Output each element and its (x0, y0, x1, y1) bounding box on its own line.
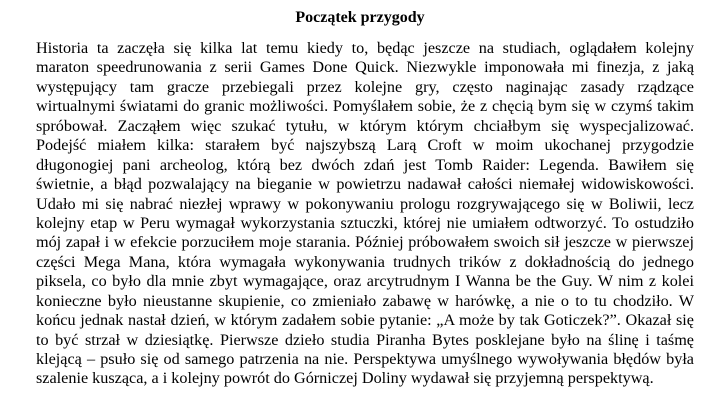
body-line: konieczne było nieustanne skupienie, co zmieniało zabawę w harówkę, a nie o to tu chodziło. W (36, 291, 694, 310)
document-body (36, 39, 694, 389)
body-line: Podejść miałem kilka: starałem być najszybszą Larą Croft w moim ukochanej przygodzie (36, 136, 694, 155)
body-line: Historia ta zaczęła się kilka lat temu kiedy to, będąc jeszcze na studiach, oglądałem kolejny (36, 39, 694, 57)
body-line: maraton speedrunowania z serii Games Done Quick. Niezwykle imponowała mi finezja, z jaką (36, 58, 694, 77)
body-line: części Mega Mana, która wymagała wykonywania trudnych trików z dokładnością do jednego (36, 252, 694, 271)
body-line: piksela, co było dla mnie zbyt wymagające, oraz arcytrudnym I Wanna be the Guy. W nim z kolei (36, 272, 694, 291)
body-line: klejącą – psuło się od samego patrzenia na nie. Perspektywa umyślnego wywoływania błędów była (36, 350, 694, 368)
body-line: to być strzał w dziesiątkę. Pierwsze dzieło studia Piranha Bytes posklejane było na ślinę i taśmę (36, 330, 694, 349)
body-line-last: szalenie kusząca, a i kolejny powrót do Górniczej Doliny wydawał się przyjemną perspektywą. (36, 369, 654, 388)
body-line: świetnie, a błąd pozwalający na bieganie w powietrzu nadawał całości niemałej widowiskowości. (36, 175, 694, 194)
body-line: końcu jednak nastał dzień, w którym zadałem sobie pytanie: „A może by tak Goticzek?”. Okazał się (36, 311, 694, 330)
body-line: Udało mi się nabrać niezłej wprawy w pokonywaniu prologu rozgrywającego się w Boliwii, lecz (36, 194, 694, 213)
body-line: występujący tam gracze przebiegali przez kolejne gry, często naginając zasady rządzące (36, 77, 694, 96)
body-line: mój zapał i w efekcie porzuciłem moje starania. Później próbowałem swoich sił jeszcze w pierwszej (36, 233, 694, 252)
body-line: wirtualnymi światami do granic możliwości. Pomyślałem sobie, że z chęcią bym się w czymś takim (36, 97, 694, 116)
document-title: Początek przygody (295, 9, 425, 26)
body-line: spróbował. Zacząłem więc szukać tytułu, w którym którym chciałbym się wyspecjalizować. (36, 116, 694, 135)
body-line: kolejny etap w Peru wymagał wykorzystania sztuczki, której nie umiałem odtworzyć. To ostudziło (36, 213, 694, 232)
body-line: długonogiej pani archeolog, którą bez dwóch zdań jest Tomb Raider: Legenda. Bawiłem się (36, 155, 694, 174)
